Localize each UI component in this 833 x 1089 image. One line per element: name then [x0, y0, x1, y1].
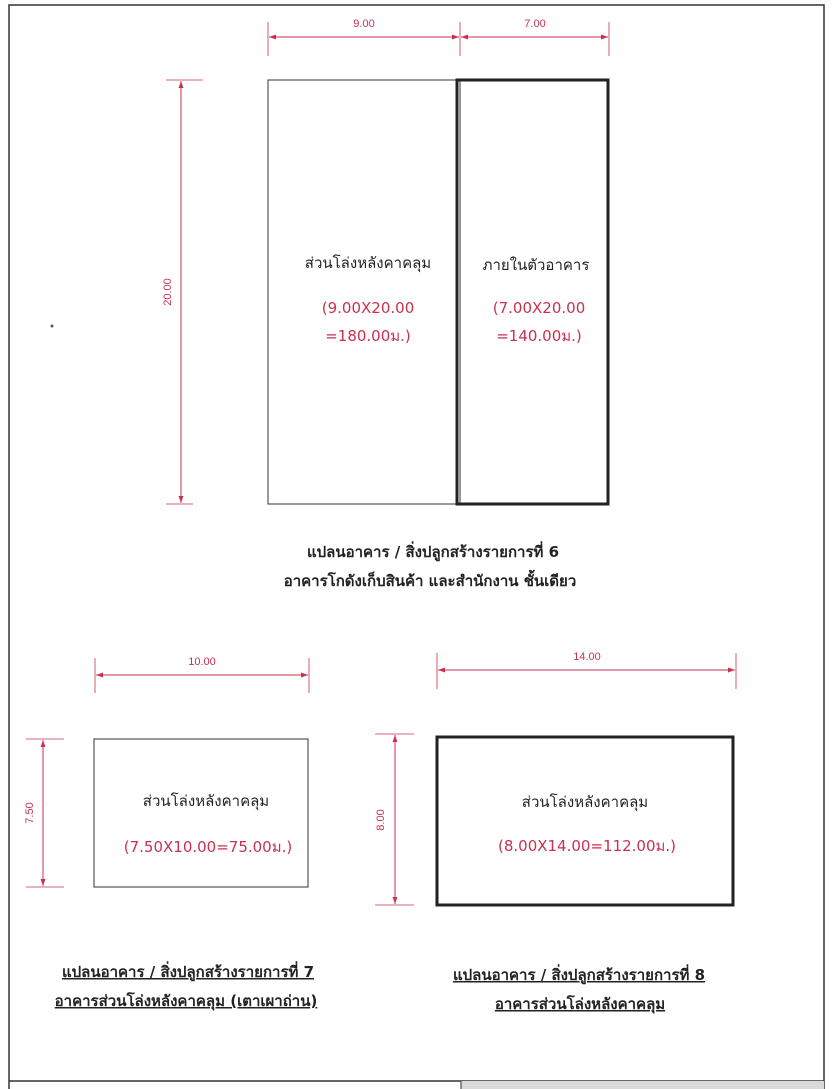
plan7-zone-area: (7.50X10.00=75.00ม.) — [123, 838, 293, 856]
plan7-dim-height: 7.50 — [24, 802, 36, 824]
plan6-left-zone-label: ส่วนโล่งหลังคาคลุม — [304, 254, 432, 272]
plan6-left-zone — [268, 80, 460, 504]
plan6-right-zone-label: ภายในตัวอาคาร — [482, 256, 590, 274]
plan6-right-zone-result: =140.00ม.) — [496, 327, 582, 345]
plan6-right-zone — [457, 80, 608, 504]
plan8-dim-width: 14.00 — [573, 651, 601, 663]
plan7-caption-line1: แปลนอาคาร / สิ่งปลูกสร้างรายการที่ 7 — [61, 963, 315, 981]
plan6-dim-width-right: 7.00 — [524, 18, 546, 30]
plan8-zone-area: (8.00X14.00=112.00ม.) — [497, 837, 677, 855]
plan6-left-zone-formula: (9.00X20.00 — [321, 299, 415, 317]
plan7-zone-label: ส่วนโล่งหลังคาคลุม — [142, 792, 270, 810]
plan7-zone — [94, 739, 308, 887]
speck-mark — [51, 325, 54, 328]
plan7-caption-line2: อาคารส่วนโล่งหลังคาคลุม (เตาเผาถ่าน) — [54, 992, 318, 1010]
title-block-shaded-cell — [461, 1081, 824, 1089]
plan-8 — [375, 651, 736, 1014]
plan8-caption-line1: แปลนอาคาร / สิ่งปลูกสร้างรายการที่ 8 — [452, 966, 706, 984]
plan6-caption-line1: แปลนอาคาร / สิ่งปลูกสร้างรายการที่ 6 — [306, 543, 560, 561]
plan-7 — [24, 656, 317, 1011]
plan8-zone — [437, 737, 733, 905]
plan6-dim-width-left: 9.00 — [353, 18, 375, 30]
plan6-dim-height: 20.00 — [162, 278, 174, 306]
plan6-left-zone-result: =180.00ม.) — [325, 327, 411, 345]
plan8-caption-line2: อาคารส่วนโล่งหลังคาคลุม — [494, 995, 666, 1013]
plan-6 — [162, 18, 609, 590]
plan6-caption-line2: อาคารโกดังเก็บสินค้า และสำนักงาน ชั้นเดียว — [283, 572, 577, 590]
plan7-dim-width: 10.00 — [188, 656, 216, 668]
plan8-dim-height: 8.00 — [375, 809, 387, 831]
plan6-right-zone-formula: (7.00X20.00 — [492, 299, 586, 317]
plan8-zone-label: ส่วนโล่งหลังคาคลุม — [521, 793, 649, 811]
